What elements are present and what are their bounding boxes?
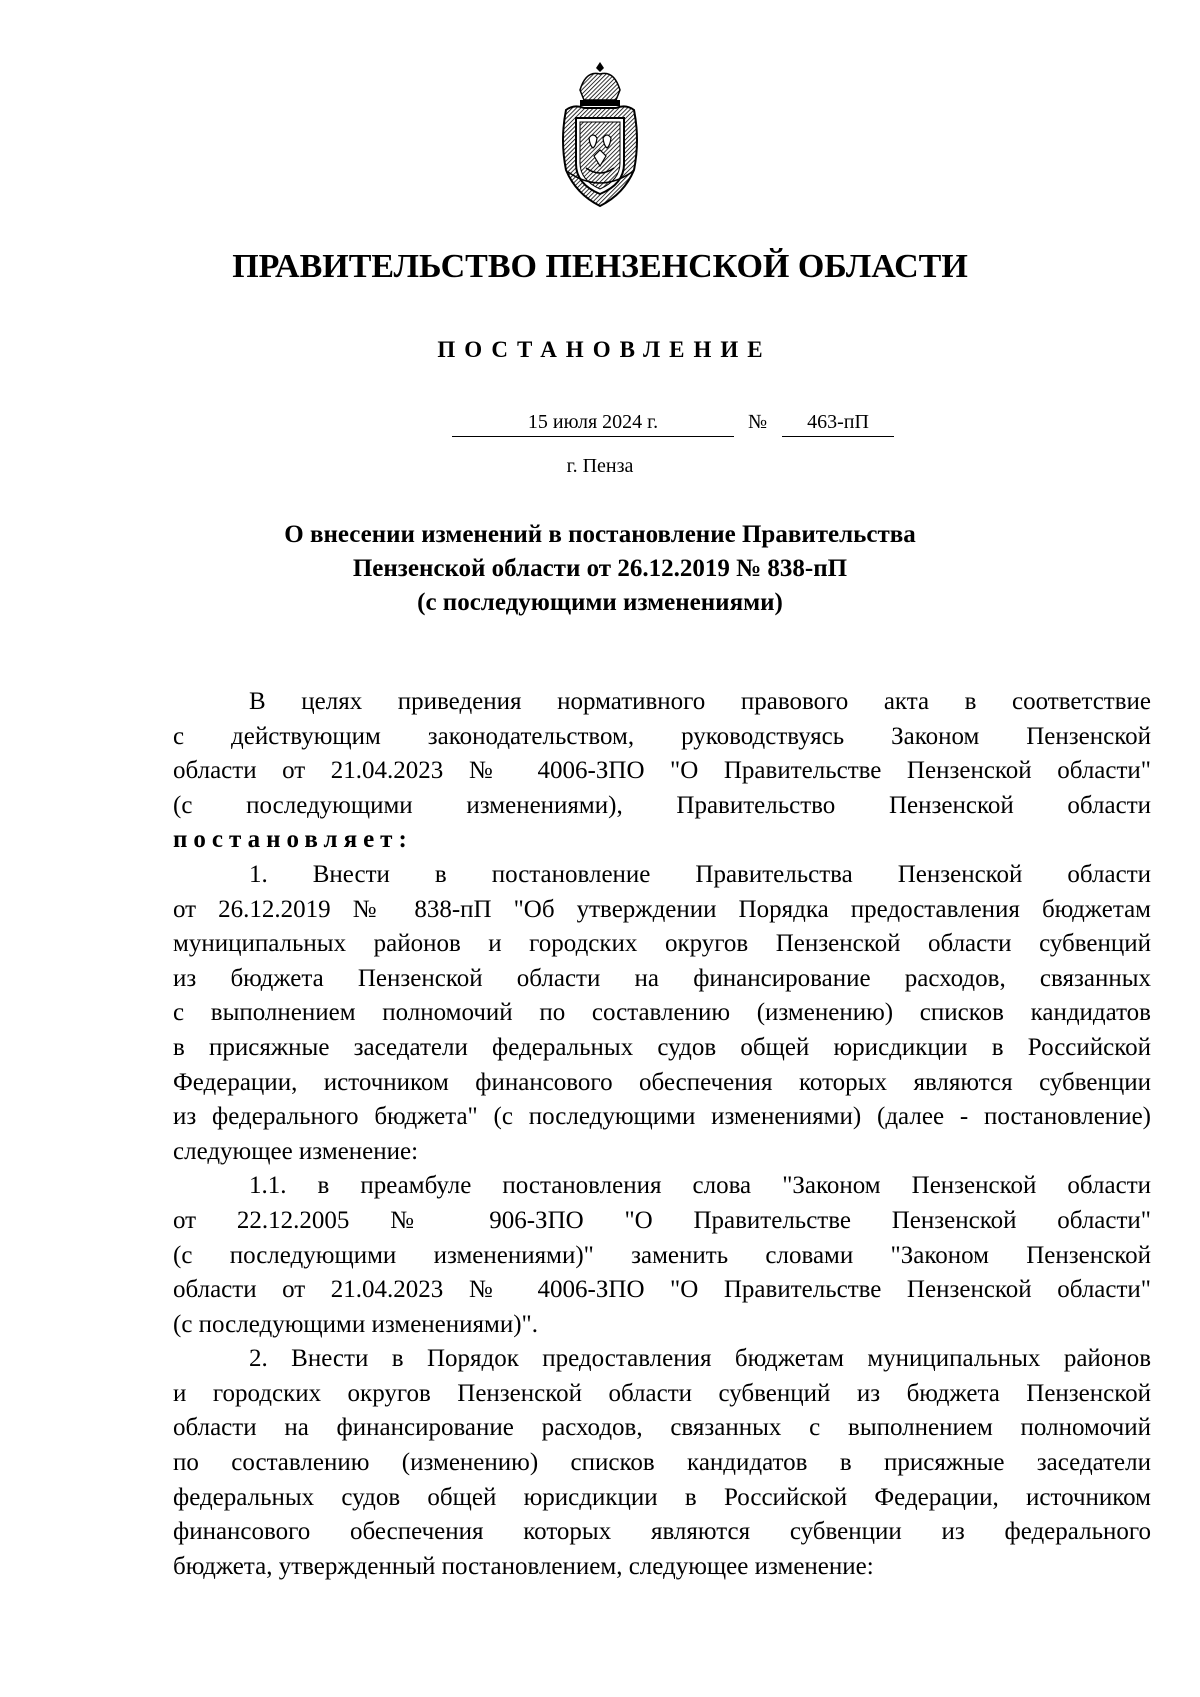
body-line: из бюджета Пензенской области на финансирование расходов, связанных: [173, 964, 1151, 992]
subject-line: (с последующими изменениями): [417, 589, 783, 616]
body-line: муниципальных районов и городских округов Пензенской области субвенций: [173, 930, 1151, 958]
body-line: Федерации, источником финансового обеспечения которых являются субвенции: [173, 1068, 1151, 1096]
body-line: в присяжные заседатели федеральных судов общей юрисдикции в Российской: [173, 1033, 1151, 1061]
body-line: 1. Внести в постановление Правительства Пензенской области: [249, 860, 1151, 888]
body-line: бюджета, утвержденный постановлением, следующее изменение:: [173, 1552, 874, 1580]
document-number: 463-пП: [782, 408, 894, 437]
body-line: 1.1. в преамбуле постановления слова "Законом Пензенской области: [249, 1172, 1151, 1200]
body-line: области на финансирование расходов, связанных с выполнением полномочий: [173, 1414, 1151, 1442]
body-line: 2. Внести в Порядок предоставления бюджетам муниципальных районов: [249, 1345, 1151, 1373]
body-line: и городских округов Пензенской области субвенций из бюджета Пензенской: [173, 1379, 1151, 1407]
resolves-word: постановляет:: [173, 826, 413, 854]
body-line: с выполнением полномочий по составлению (изменению) списков кандидатов: [173, 999, 1151, 1027]
body-line: (с последующими изменениями)".: [173, 1310, 539, 1338]
document-subject: [240, 518, 960, 620]
body-line: из федерального бюджета" (с последующими изменениями) (далее - постановление): [173, 1103, 1151, 1131]
body-line: области от 21.04.2023 № 4006-ЗПО "О Правительстве Пензенской области": [173, 1276, 1151, 1304]
body-line: от 22.12.2005 № 906-ЗПО "О Правительстве Пензенской области": [173, 1206, 1151, 1234]
body-line: по составлению (изменению) списков кандидатов в присяжные заседатели: [173, 1449, 1151, 1477]
body-line: следующее изменение:: [173, 1137, 419, 1165]
document-type: ПОСТАНОВЛЕНИЕ: [437, 337, 772, 362]
penza-region-coat-of-arms-icon: [556, 60, 644, 210]
body-line: (с последующими изменениями)" заменить словами "Законом Пензенской: [173, 1241, 1151, 1269]
number-sign: №: [748, 411, 768, 433]
body-line: с действующим законодательством, руководствуясь Законом Пензенской: [173, 722, 1151, 750]
body-line: финансового обеспечения которых являются субвенции из федерального: [173, 1518, 1151, 1546]
subject-line: О внесении изменений в постановление Правительства: [284, 521, 916, 548]
government-title: ПРАВИТЕЛЬСТВО ПЕНЗЕНСКОЙ ОБЛАСТИ: [232, 248, 968, 285]
body-line: федеральных судов общей юрисдикции в Российской Федерации, источником: [173, 1483, 1151, 1511]
issue-city: г. Пенза: [566, 455, 634, 477]
body-line: от 26.12.2019 № 838-пП "Об утверждении Порядка предоставления бюджетам: [173, 895, 1151, 923]
body-line: области от 21.04.2023 № 4006-ЗПО "О Правительстве Пензенской области": [173, 757, 1151, 785]
document-body: [173, 685, 1151, 1584]
subject-line: Пензенской области от 26.12.2019 № 838-пП: [352, 555, 848, 582]
body-line: В целях приведения нормативного правового акта в соответствие: [249, 688, 1151, 715]
document-date: 15 июля 2024 г.: [452, 408, 734, 437]
body-line: (с последующими изменениями), Правительство Пензенской области: [173, 791, 1151, 819]
